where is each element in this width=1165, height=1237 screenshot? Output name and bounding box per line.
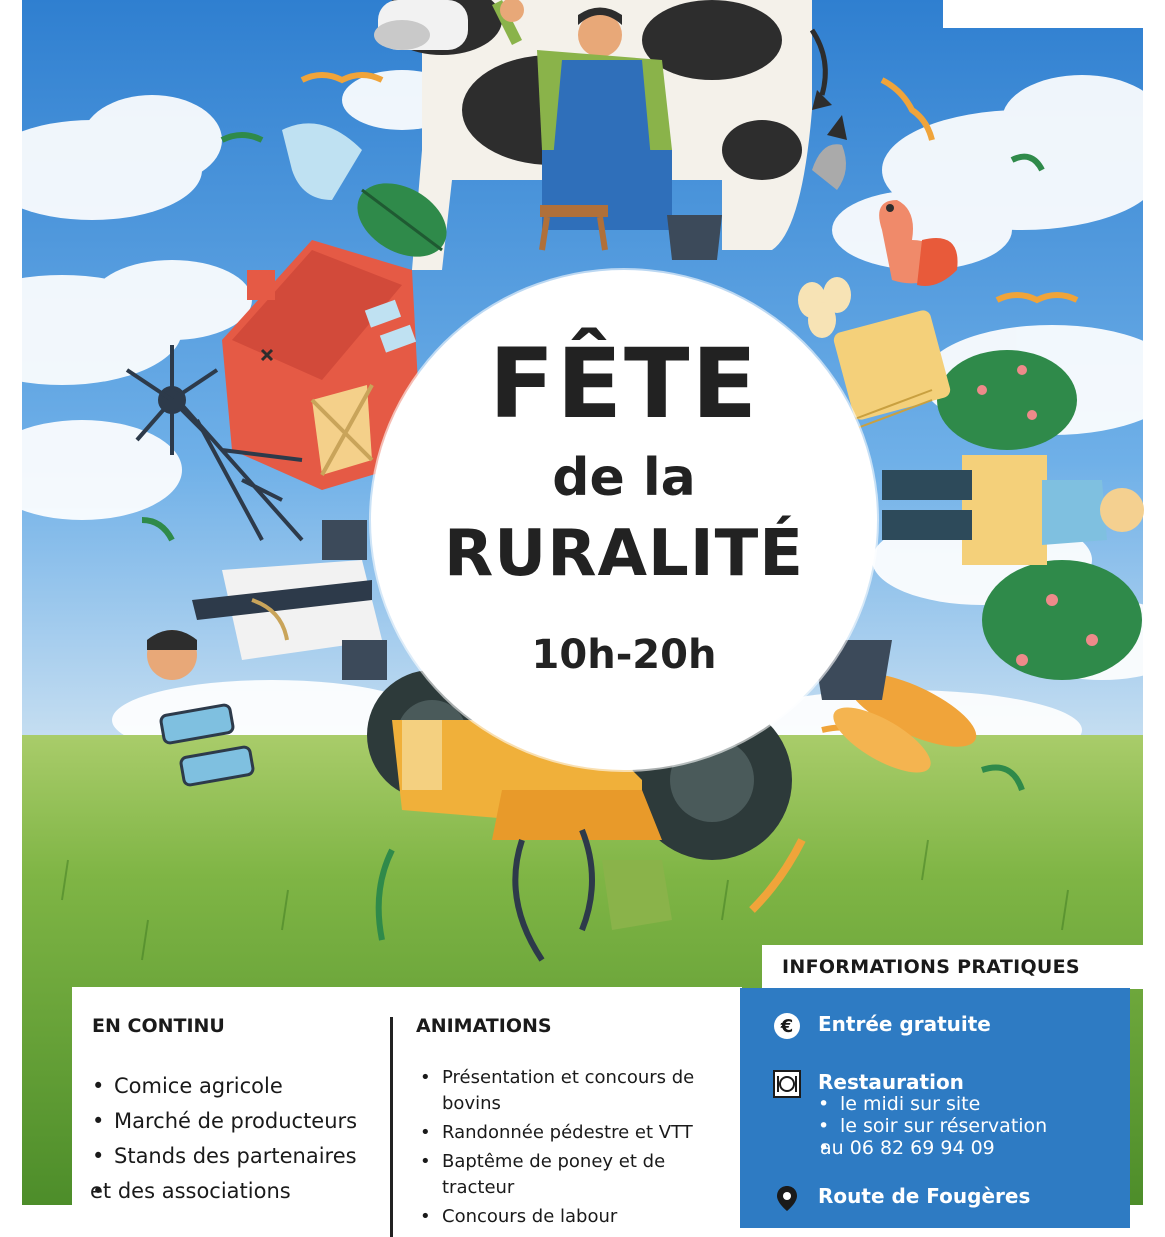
list-item-text: Baptême de poney et de	[442, 1151, 666, 1172]
restauration-midi	[820, 1094, 980, 1115]
restauration-soir	[820, 1116, 1047, 1137]
en-continu-list	[90, 1069, 385, 1209]
title-line-3: RURALITÉ	[443, 517, 805, 591]
en-continu-heading: EN CONTINU	[92, 1015, 225, 1037]
list-item: • Stands des partenaires	[90, 1139, 385, 1174]
list-item	[418, 1149, 728, 1201]
list-item-continuation-text: et des associations	[90, 1179, 291, 1203]
animations-heading: ANIMATIONS	[416, 1015, 552, 1037]
title-circle	[371, 270, 877, 770]
restaurant-icon	[773, 1070, 801, 1098]
top-corner-tab	[943, 0, 1149, 28]
list-item	[418, 1065, 728, 1117]
program-panel	[72, 987, 742, 1227]
info-heading: INFORMATIONS PRATIQUES	[782, 956, 1080, 978]
restauration-phone: au 06 82 69 94 09	[820, 1137, 995, 1159]
title-line-2: de la	[552, 448, 696, 508]
list-item: • Comice agricole	[90, 1069, 385, 1104]
list-item-text-cont: tracteur	[442, 1177, 515, 1198]
event-hours: 10h-20h	[531, 632, 717, 678]
location-text: Route de Fougères	[818, 1184, 1031, 1208]
restauration-phone-line	[820, 1138, 995, 1159]
restauration-title: Restauration	[818, 1070, 964, 1094]
title-line-1: FÊTE	[488, 328, 760, 440]
restauration-soir-text: le soir sur réservation	[840, 1115, 1048, 1137]
animations-list	[418, 1065, 728, 1233]
euro-icon	[773, 1012, 801, 1040]
info-box	[740, 988, 1130, 1228]
info-header-tab	[762, 945, 1152, 989]
location-pin-icon	[773, 1184, 801, 1212]
list-item-text: Présentation et concours de	[442, 1067, 695, 1088]
column-divider	[390, 1017, 393, 1237]
entry-text: Entrée gratuite	[818, 1012, 991, 1036]
list-item: • Marché de producteurs	[90, 1104, 385, 1139]
list-item-text-cont: bovins	[442, 1093, 501, 1114]
restauration-midi-text: le midi sur site	[840, 1093, 981, 1115]
list-item: • Concours de labour	[418, 1204, 728, 1230]
list-item: • Randonnée pédestre et VTT	[418, 1120, 728, 1146]
list-item-continuation	[90, 1174, 385, 1209]
svg-text:€: €	[780, 1016, 794, 1037]
